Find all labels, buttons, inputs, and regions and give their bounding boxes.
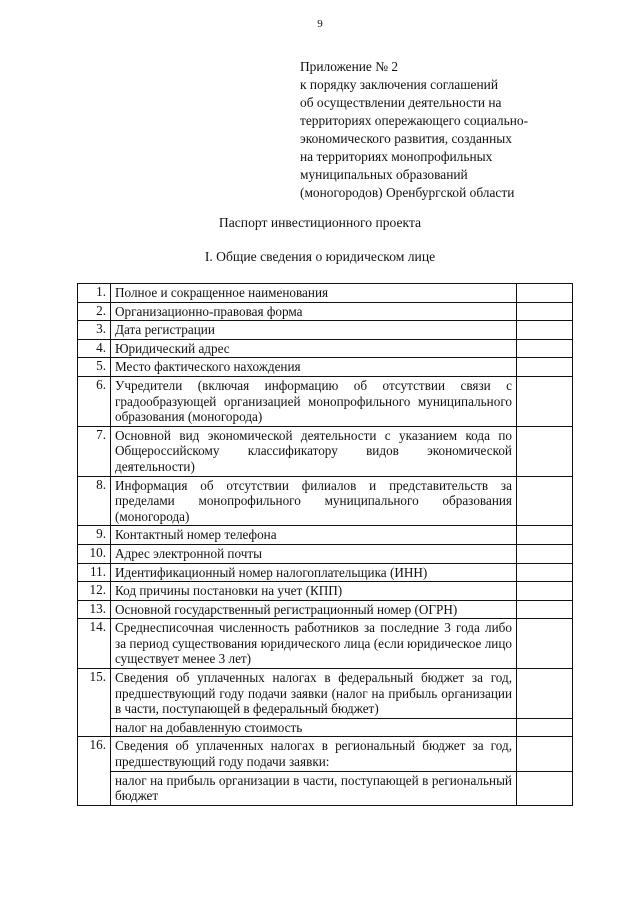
row-value-cell[interactable] — [517, 376, 573, 426]
row-label: Контактный номер телефона — [111, 526, 517, 545]
table-row — [78, 669, 573, 719]
row-label: Среднесписочная численность работников за последние 3 года либо за период существования юридического лица (если юридическое лицо существует менее 3 лет) — [111, 619, 517, 669]
row-number: 7. — [78, 426, 111, 476]
appendix-line: территориях опережающего социально- — [300, 113, 529, 128]
table-row — [78, 476, 573, 526]
row-value-cell[interactable] — [517, 302, 573, 321]
row-value-cell[interactable] — [517, 669, 573, 719]
row-value-cell[interactable] — [517, 284, 573, 303]
row-label: Место фактического нахождения — [111, 358, 517, 377]
row-number: 14. — [78, 619, 111, 669]
row-value-cell[interactable] — [517, 718, 573, 737]
document-title: Паспорт инвестиционного проекта — [218, 215, 422, 230]
row-value-cell[interactable] — [517, 476, 573, 526]
row-label: налог на прибыль организации в части, поступающей в региональный бюджет — [111, 771, 517, 805]
appendix-line: экономического развития, созданных — [300, 131, 512, 146]
appendix-line: Приложение № 2 — [300, 59, 399, 74]
table-row — [78, 619, 573, 669]
row-label: Дата регистрации — [111, 321, 517, 340]
row-value-cell[interactable] — [517, 544, 573, 563]
row-value-cell[interactable] — [517, 358, 573, 377]
appendix-line: об осуществлении деятельности на — [300, 95, 502, 110]
row-number: 10. — [78, 544, 111, 563]
table-row — [78, 737, 573, 771]
row-value-cell[interactable] — [517, 426, 573, 476]
row-label: Информация об отсутствии филиалов и представительств за пределами монопрофильного муниципального образования (моногорода) — [111, 476, 517, 526]
row-value-cell[interactable] — [517, 526, 573, 545]
row-value-cell[interactable] — [517, 737, 573, 771]
row-number: 9. — [78, 526, 111, 545]
row-number: 11. — [78, 563, 111, 582]
table-row — [78, 284, 573, 303]
row-number: 12. — [78, 582, 111, 601]
appendix-line: на территориях монопрофильных — [300, 149, 493, 164]
row-label: Учредители (включая информацию об отсутствии связи с градообразующей организацией монопрофильного муниципального образования (моногорода) — [111, 376, 517, 426]
row-number — [78, 771, 111, 805]
row-label: Код причины постановки на учет (КПП) — [111, 582, 517, 601]
row-label: Полное и сокращенное наименования — [111, 284, 517, 303]
row-number: 1. — [78, 284, 111, 303]
passport-table — [77, 283, 573, 806]
table-row — [78, 426, 573, 476]
row-label: Основной государственный регистрационный номер (ОГРН) — [111, 600, 517, 619]
row-value-cell[interactable] — [517, 619, 573, 669]
appendix-line: (моногородов) Оренбургской области — [300, 185, 515, 200]
table-row — [78, 600, 573, 619]
row-number: 13. — [78, 600, 111, 619]
table-row — [78, 376, 573, 426]
row-label: Юридический адрес — [111, 339, 517, 358]
row-number: 6. — [78, 376, 111, 426]
appendix-line: муниципальных образований — [300, 167, 468, 182]
row-number: 2. — [78, 302, 111, 321]
row-label: Сведения об уплаченных налогах в федеральный бюджет за год, предшествующий году подачи заявки (налог на прибыль организации в части, поступающей в федеральный бюджет) — [111, 669, 517, 719]
table-row — [78, 526, 573, 545]
table-row — [78, 339, 573, 358]
row-value-cell[interactable] — [517, 582, 573, 601]
row-label: Основной вид экономической деятельности с указанием кода по Общероссийскому классификатору видов экономической деятельности) — [111, 426, 517, 476]
table-row — [78, 358, 573, 377]
row-label: Идентификационный номер налогоплательщика (ИНН) — [111, 563, 517, 582]
row-number: 4. — [78, 339, 111, 358]
table-row — [78, 771, 573, 805]
row-value-cell[interactable] — [517, 563, 573, 582]
row-value-cell[interactable] — [517, 600, 573, 619]
row-number: 8. — [78, 476, 111, 526]
table-row — [78, 582, 573, 601]
appendix-line: к порядку заключения соглашений — [300, 77, 499, 92]
table-row — [78, 302, 573, 321]
table-row — [78, 718, 573, 737]
appendix-header — [300, 58, 600, 202]
row-value-cell[interactable] — [517, 339, 573, 358]
row-label: Организационно-правовая форма — [111, 302, 517, 321]
row-label: Адрес электронной почты — [111, 544, 517, 563]
row-number: 5. — [78, 358, 111, 377]
row-number: 15. — [78, 669, 111, 719]
table-row — [78, 321, 573, 340]
page-number: 9 — [317, 18, 323, 30]
section-title: I. Общие сведения о юридическом лице — [204, 249, 436, 264]
table-row — [78, 544, 573, 563]
row-label: Сведения об уплаченных налогах в региональный бюджет за год, предшествующий году подачи заявки: — [111, 737, 517, 771]
row-number — [78, 718, 111, 737]
row-number: 16. — [78, 737, 111, 771]
row-value-cell[interactable] — [517, 321, 573, 340]
table-row — [78, 563, 573, 582]
row-number: 3. — [78, 321, 111, 340]
row-label: налог на добавленную стоимость — [111, 718, 517, 737]
row-value-cell[interactable] — [517, 771, 573, 805]
